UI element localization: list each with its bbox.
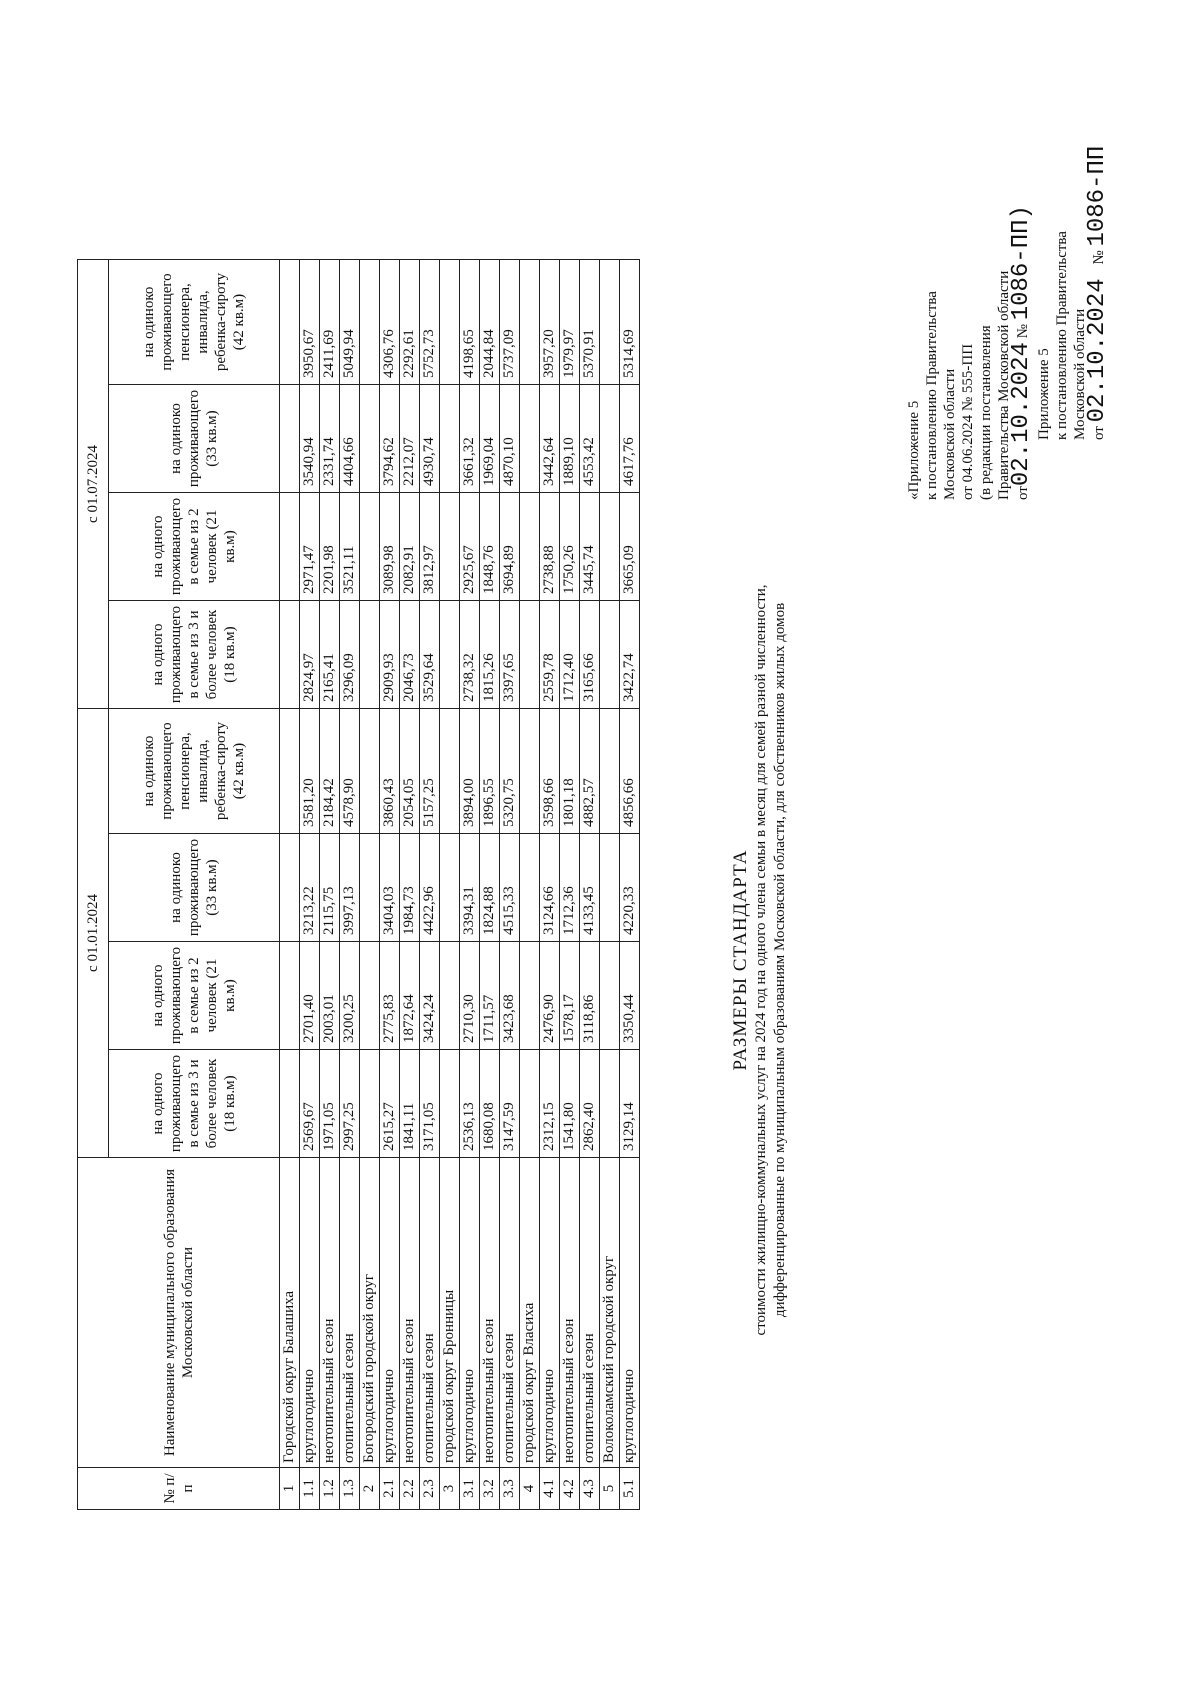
row-value	[360, 385, 380, 493]
table-row	[400, 260, 420, 1510]
row-municipality: Городской округ Балашиха	[280, 1158, 300, 1468]
row-value: 2312,15	[540, 1050, 560, 1158]
annotation-line: Приложение 5	[1036, 348, 1052, 440]
row-value	[360, 942, 380, 1050]
row-number: 1.2	[320, 1468, 340, 1510]
row-value: 2971,47	[300, 493, 320, 601]
row-value: 4198,65	[460, 260, 480, 385]
row-value: 2212,07	[400, 385, 420, 493]
table-row	[300, 260, 320, 1510]
header-large-family: на одного проживающего в семье из 3 и более человек (18 кв.м)	[109, 1050, 280, 1158]
annotation-line: к постановлению Правительства	[924, 291, 940, 500]
row-value: 1712,40	[560, 601, 580, 709]
annotation-date: 02.10.2024	[1084, 278, 1111, 423]
row-value: 5320,75	[500, 709, 520, 834]
row-value: 2710,30	[460, 942, 480, 1050]
table-row	[460, 260, 480, 1510]
row-value: 3812,97	[420, 493, 440, 601]
row-number: 3.1	[460, 1468, 480, 1510]
annotation-no-sign: №	[1091, 250, 1107, 265]
row-municipality: отопительный сезон	[420, 1158, 440, 1468]
row-number: 3.2	[480, 1468, 500, 1510]
row-value: 4617,76	[620, 385, 640, 493]
header-municipality: Наименование муниципального образования Московской области	[78, 1158, 280, 1468]
row-value	[600, 493, 620, 601]
row-value	[440, 709, 460, 834]
table-row	[320, 260, 340, 1510]
row-value	[280, 1050, 300, 1158]
table-row	[440, 260, 460, 1510]
row-value: 3540,94	[300, 385, 320, 493]
row-value: 2201,98	[320, 493, 340, 601]
table-row	[340, 260, 360, 1510]
row-municipality: круглогодично	[380, 1158, 400, 1468]
annotation-current	[1035, 145, 1111, 440]
row-value: 3860,43	[380, 709, 400, 834]
table-row	[580, 260, 600, 1510]
row-value: 2909,93	[380, 601, 400, 709]
row-value	[520, 493, 540, 601]
row-value: 2559,78	[540, 601, 560, 709]
row-value	[280, 942, 300, 1050]
table-row	[620, 260, 640, 1510]
row-number: 3.3	[500, 1468, 520, 1510]
row-value: 3442,64	[540, 385, 560, 493]
row-value: 2184,42	[320, 709, 340, 834]
annotation-ot: от	[1091, 426, 1107, 440]
row-value: 2411,69	[320, 260, 340, 385]
row-value: 1824,88	[480, 834, 500, 942]
row-value: 3950,67	[300, 260, 320, 385]
row-value	[520, 601, 540, 709]
row-municipality: отопительный сезон	[500, 1158, 520, 1468]
row-value: 1872,64	[400, 942, 420, 1050]
row-value: 2536,13	[460, 1050, 480, 1158]
row-value: 2165,41	[320, 601, 340, 709]
row-value	[360, 834, 380, 942]
row-municipality: отопительный сезон	[340, 1158, 360, 1468]
row-value	[360, 601, 380, 709]
row-value: 3794,62	[380, 385, 400, 493]
row-value: 2292,61	[400, 260, 420, 385]
document-subtitle: стоимости жилищно-коммунальных услуг на 2024 год на одного члена семьи в месяц для семей разной численности,	[753, 584, 769, 1336]
annotation-line: Московской области	[942, 368, 958, 500]
annotation-date: 02.10.2024	[1008, 342, 1035, 487]
row-value: 3581,20	[300, 709, 320, 834]
row-value: 3296,09	[340, 601, 360, 709]
row-municipality: неотопительный сезон	[400, 1158, 420, 1468]
annotation-line: Московской области	[1072, 308, 1088, 440]
row-value: 1680,08	[480, 1050, 500, 1158]
row-value: 2115,75	[320, 834, 340, 942]
table-row	[600, 260, 620, 1510]
header-two-person: на одного проживающего в семье из 2 человек (21 кв.м)	[109, 942, 280, 1050]
row-value	[440, 1050, 460, 1158]
row-municipality: неотопительный сезон	[320, 1158, 340, 1468]
row-value: 3694,89	[500, 493, 520, 601]
row-number: 4.1	[540, 1468, 560, 1510]
row-value: 3424,24	[420, 942, 440, 1050]
row-value	[520, 385, 540, 493]
row-value	[440, 601, 460, 709]
row-value	[520, 260, 540, 385]
row-value	[600, 1050, 620, 1158]
document-subtitle: дифференцированные по муниципальным образованиям Московской области, для собственников жилых домов	[772, 602, 788, 1318]
row-value	[520, 834, 540, 942]
row-value: 3665,09	[620, 493, 640, 601]
row-value	[440, 260, 460, 385]
row-value: 2054,05	[400, 709, 420, 834]
row-value	[280, 260, 300, 385]
row-value: 1815,26	[480, 601, 500, 709]
row-value	[600, 709, 620, 834]
row-value: 2738,88	[540, 493, 560, 601]
row-value: 2082,91	[400, 493, 420, 601]
row-value	[280, 493, 300, 601]
row-value	[360, 709, 380, 834]
row-number: 5.1	[620, 1468, 640, 1510]
row-value: 3894,00	[460, 709, 480, 834]
table-row	[380, 260, 400, 1510]
row-value: 3397,65	[500, 601, 520, 709]
row-value: 3529,64	[420, 601, 440, 709]
row-value: 1578,17	[560, 942, 580, 1050]
row-value	[280, 709, 300, 834]
row-value: 3445,74	[580, 493, 600, 601]
row-value: 1841,11	[400, 1050, 420, 1158]
row-value: 4133,45	[580, 834, 600, 942]
row-value	[600, 385, 620, 493]
row-value: 3394,31	[460, 834, 480, 942]
row-value: 2862,40	[580, 1050, 600, 1158]
row-value	[360, 493, 380, 601]
row-value: 3147,59	[500, 1050, 520, 1158]
row-number: 2	[360, 1468, 380, 1510]
row-number: 5	[600, 1468, 620, 1510]
annotation-line: Правительства Московской области	[996, 270, 1012, 500]
row-value	[360, 1050, 380, 1158]
row-value: 5737,09	[500, 260, 520, 385]
row-value: 3598,66	[540, 709, 560, 834]
row-municipality: Волоколамский городской округ	[600, 1158, 620, 1468]
row-value: 1750,26	[560, 493, 580, 601]
row-value: 2615,27	[380, 1050, 400, 1158]
row-value: 5314,69	[620, 260, 640, 385]
annotation-number: 1086-ПП	[1084, 145, 1111, 247]
row-value: 3118,86	[580, 942, 600, 1050]
annotation-line: «Приложение 5	[906, 400, 922, 500]
header-period-2: с 01.07.2024	[78, 260, 109, 709]
row-value: 3423,68	[500, 942, 520, 1050]
row-value: 4553,42	[580, 385, 600, 493]
row-number: 4	[520, 1468, 540, 1510]
row-value: 2925,67	[460, 493, 480, 601]
row-municipality: неотопительный сезон	[480, 1158, 500, 1468]
document-title: РАЗМЕРЫ СТАНДАРТА	[730, 849, 751, 1071]
table-row	[480, 260, 500, 1510]
row-value: 4306,76	[380, 260, 400, 385]
row-value	[600, 260, 620, 385]
row-value: 3997,13	[340, 834, 360, 942]
header-two-person: на одного проживающего в семье из 2 человек (21 кв.м)	[109, 493, 280, 601]
row-value: 4404,66	[340, 385, 360, 493]
row-value: 3350,44	[620, 942, 640, 1050]
row-value: 4870,10	[500, 385, 520, 493]
header-number: № п/п	[78, 1468, 280, 1510]
row-value: 5157,25	[420, 709, 440, 834]
row-value: 2738,32	[460, 601, 480, 709]
row-value: 3404,03	[380, 834, 400, 942]
table-row	[500, 260, 520, 1510]
header-pensioner: на одиноко проживающего пенсионера, инвалида, ребенка-сироту (42 кв.м)	[109, 260, 280, 385]
row-value: 1801,18	[560, 709, 580, 834]
document-sheet	[25, 50, 1175, 1650]
row-value: 3422,74	[620, 601, 640, 709]
row-value: 2003,01	[320, 942, 340, 1050]
annotation-number: 1086-ПП)	[1008, 205, 1035, 321]
row-value: 2824,97	[300, 601, 320, 709]
table-row	[560, 260, 580, 1510]
row-value: 4856,66	[620, 709, 640, 834]
row-value: 2569,67	[300, 1050, 320, 1158]
row-municipality: отопительный сезон	[580, 1158, 600, 1468]
table-row	[420, 260, 440, 1510]
row-value	[520, 709, 540, 834]
row-municipality: круглогодично	[460, 1158, 480, 1468]
row-value	[360, 260, 380, 385]
row-number: 1.3	[340, 1468, 360, 1510]
row-municipality: круглогодично	[620, 1158, 640, 1468]
standards-table	[77, 259, 640, 1510]
row-municipality: круглогодично	[540, 1158, 560, 1468]
header-single: на одиноко проживающего (33 кв.м)	[109, 385, 280, 493]
table-row	[280, 260, 300, 1510]
row-value: 1541,80	[560, 1050, 580, 1158]
row-municipality: городской округ Власиха	[520, 1158, 540, 1468]
annotation-ot: от	[1015, 486, 1031, 500]
row-value: 1848,76	[480, 493, 500, 601]
row-value: 1896,55	[480, 709, 500, 834]
row-value	[280, 385, 300, 493]
row-value: 4578,90	[340, 709, 360, 834]
row-value: 2775,83	[380, 942, 400, 1050]
row-value: 2044,84	[480, 260, 500, 385]
row-value: 3089,98	[380, 493, 400, 601]
row-municipality: круглогодично	[300, 1158, 320, 1468]
table-body	[280, 260, 640, 1510]
row-value	[600, 601, 620, 709]
row-value: 3124,66	[540, 834, 560, 942]
row-value: 2046,73	[400, 601, 420, 709]
row-value	[520, 1050, 540, 1158]
row-value: 5370,91	[580, 260, 600, 385]
row-value: 3661,32	[460, 385, 480, 493]
annotation-previous	[905, 205, 1035, 500]
row-value: 5049,94	[340, 260, 360, 385]
annotation-date-line	[1084, 145, 1111, 440]
row-municipality: неотопительный сезон	[560, 1158, 580, 1468]
row-value: 2701,40	[300, 942, 320, 1050]
header-single: на одиноко проживающего (33 кв.м)	[109, 834, 280, 942]
row-number: 4.3	[580, 1468, 600, 1510]
row-value	[440, 385, 460, 493]
row-value: 1712,36	[560, 834, 580, 942]
annotation-line: (в редакции постановления	[978, 325, 994, 500]
row-value: 4930,74	[420, 385, 440, 493]
row-value: 3171,05	[420, 1050, 440, 1158]
annotation-line: от 04.06.2024 № 555-ПП	[960, 343, 976, 500]
row-value: 3200,25	[340, 942, 360, 1050]
row-value: 5752,73	[420, 260, 440, 385]
row-value	[280, 834, 300, 942]
row-number: 2.3	[420, 1468, 440, 1510]
row-value: 4422,96	[420, 834, 440, 942]
row-value	[600, 942, 620, 1050]
row-value	[440, 834, 460, 942]
row-number: 2.1	[380, 1468, 400, 1510]
row-number: 1.1	[300, 1468, 320, 1510]
header-large-family: на одного проживающего в семье из 3 и более человек (18 кв.м)	[109, 601, 280, 709]
annotation-no-sign: №	[1015, 324, 1031, 339]
table-row	[520, 260, 540, 1510]
row-value	[440, 942, 460, 1050]
title-block	[730, 390, 790, 1530]
row-municipality: городской округ Бронницы	[440, 1158, 460, 1468]
row-value	[280, 601, 300, 709]
row-value: 4220,33	[620, 834, 640, 942]
row-value: 1984,73	[400, 834, 420, 942]
annotation-line: к постановлению Правительства	[1054, 231, 1070, 440]
row-number: 2.2	[400, 1468, 420, 1510]
row-value: 3957,20	[540, 260, 560, 385]
row-number: 1	[280, 1468, 300, 1510]
row-value	[600, 834, 620, 942]
row-value: 1889,10	[560, 385, 580, 493]
row-value	[520, 942, 540, 1050]
header-pensioner: на одиноко проживающего пенсионера, инвалида, ребенка-сироту (42 кв.м)	[109, 709, 280, 834]
row-value: 2331,74	[320, 385, 340, 493]
row-value	[440, 493, 460, 601]
row-value: 1979,97	[560, 260, 580, 385]
row-value: 1711,57	[480, 942, 500, 1050]
row-municipality: Богородский городской округ	[360, 1158, 380, 1468]
row-number: 3	[440, 1468, 460, 1510]
row-value: 3213,22	[300, 834, 320, 942]
row-value: 3129,14	[620, 1050, 640, 1158]
header-period-1: с 01.01.2024	[78, 709, 109, 1158]
row-value: 1969,04	[480, 385, 500, 493]
row-value: 2476,90	[540, 942, 560, 1050]
table-wrap	[77, 259, 640, 1510]
table-row	[540, 260, 560, 1510]
row-value: 3165,66	[580, 601, 600, 709]
table-row	[360, 260, 380, 1510]
row-number: 4.2	[560, 1468, 580, 1510]
row-value: 3521,11	[340, 493, 360, 601]
row-value: 1971,05	[320, 1050, 340, 1158]
row-value: 4515,33	[500, 834, 520, 942]
row-value: 2997,25	[340, 1050, 360, 1158]
annotation-date-line	[1008, 205, 1035, 500]
row-value: 4882,57	[580, 709, 600, 834]
